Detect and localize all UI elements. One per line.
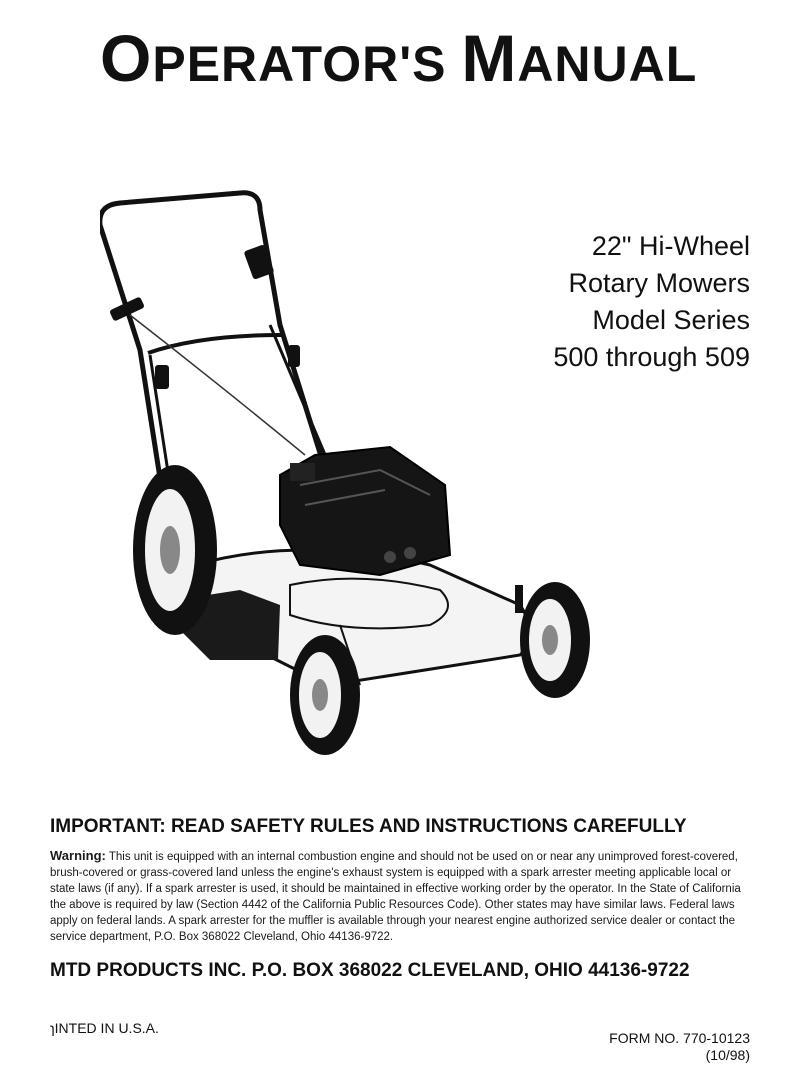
form-number-block xyxy=(580,1030,750,1064)
warning-label: Warning: xyxy=(50,848,106,863)
front-left-wheel xyxy=(290,635,360,755)
title-initial-m: M xyxy=(461,21,518,95)
model-line-3: Model Series xyxy=(592,305,750,335)
printed-in-usa: ɿINTED IN U.S.A. xyxy=(50,1020,159,1036)
manual-title xyxy=(100,18,720,104)
model-line-2: Rotary Mowers xyxy=(568,268,750,298)
height-adjust-lever xyxy=(515,585,523,613)
company-address: MTD PRODUCTS INC. P.O. BOX 368022 CLEVELAND, OHIO 44136-9722 xyxy=(50,960,690,981)
rear-left-wheel xyxy=(133,465,217,635)
important-notice: IMPORTANT: READ SAFETY RULES AND INSTRUCTIONS CAREFULLY xyxy=(50,816,687,837)
title-manual: ANUAL xyxy=(517,36,698,92)
warning-text: This unit is equipped with an internal combustion engine and should not be used on or near any unimproved forest-covered, brush-covered or grass-covered land unless the engine's exhaust system is equipped with a spark arrester meeting applicable local or state laws (if any). If a spark arrester is used, it should be maintained in effective working order by the operator. In the State of California the above is required by law (Section 4442 of the California Public Resources Code). Other states may have similar laws. Federal laws apply on federal lands. A spark arrester for the muffler is available through your nearest engine authorized service dealer or contact the service department, P.O. Box 368022 Cleveland, Ohio 44136-9722. xyxy=(50,851,741,943)
model-line-1: 22" Hi-Wheel xyxy=(591,231,750,261)
front-right-wheel xyxy=(520,582,590,698)
lawn-mower-illustration xyxy=(100,185,600,765)
mower-engine xyxy=(280,447,450,575)
handle-controls xyxy=(109,244,300,389)
title-initial-o: O xyxy=(100,21,153,95)
warning-paragraph xyxy=(50,848,750,945)
model-line-4: 500 through 509 xyxy=(553,342,750,372)
form-number: FORM NO. 770-10123 xyxy=(609,1030,750,1046)
title-operators: PERATOR'S xyxy=(152,36,462,92)
form-date: (10/98) xyxy=(705,1047,750,1063)
